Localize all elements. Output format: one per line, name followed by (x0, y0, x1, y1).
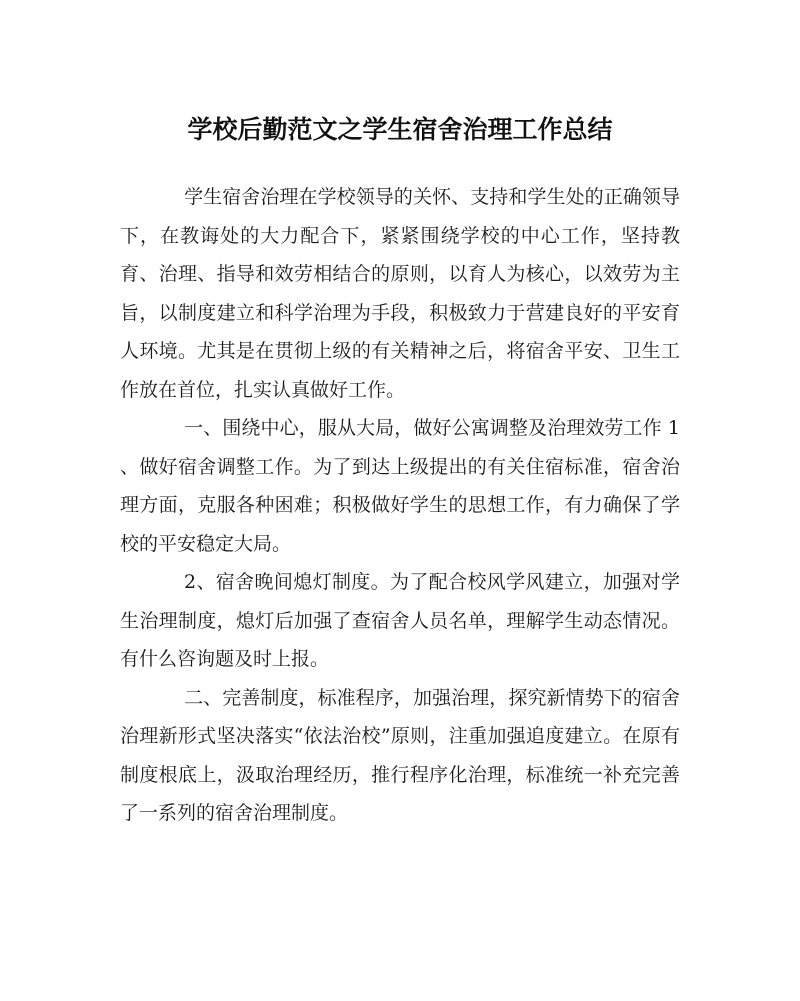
document-body (120, 178, 680, 833)
paragraph-text: 学生宿舍治理在学校领导的关怀、支持和学生处的正确领导下，在教诲处的大力配合下，紧紧围绕学校的中心工作，坚持教育、治理、指导和效劳相结合的原则，以育人为核心，以效劳为主旨，以制度建立和科学治理为手段，积极致力于营建良好的平安育人环境。尤其是在贯彻上级的有关精神之后，将宿舍平安、卫生工作放在首位，扎实认真做好工作。 (120, 186, 680, 401)
paragraph-section-1 (120, 409, 680, 563)
paragraph-text: 二、完善制度，标准程序，加强治理，探究新情势下的宿舍治理新形式坚决落实“依法治校”原则，注重加强追度建立。在原有制度根底上，汲取治理经历，推行程序化治理，标准统一补充完善了一系列的宿舍治理制度。 (120, 686, 680, 824)
paragraph-text: 一、围绕中心，服从大局，做好公寓调整及治理效劳工作 1 、做好宿舍调整工作。为了到达上级提出的有关住宿标准，宿舍治理方面，克服各种困难；积极做好学生的思想工作，有力确保了学校的平安稳定大局。 (120, 417, 680, 555)
paragraph-item-2 (120, 563, 680, 679)
paragraph-intro (120, 178, 680, 409)
document-title: 学校后勤范文之学生宿舍治理工作总结 (187, 115, 613, 144)
paragraph-text: 2、宿舍晚间熄灯制度。为了配合校风学风建立，加强对学生治理制度，熄灯后加强了查宿舍人员名单，理解学生动态情况。有什么咨询题及时上报。 (120, 571, 680, 670)
paragraph-section-2 (120, 679, 680, 833)
